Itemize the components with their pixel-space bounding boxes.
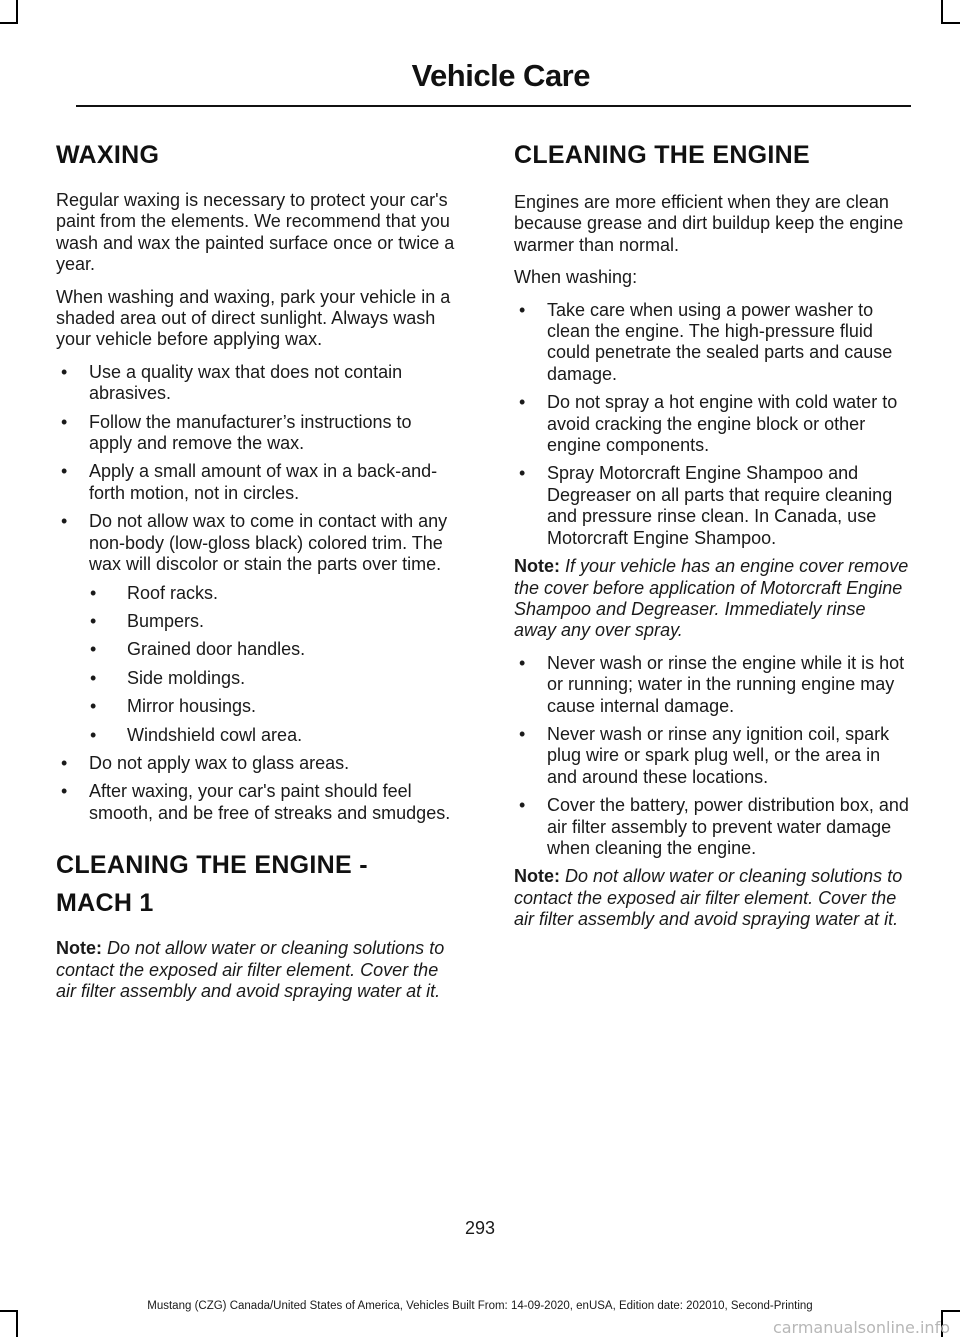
list-item: • Do not apply wax to glass areas. xyxy=(61,752,350,773)
bullet-icon: • xyxy=(519,795,526,816)
bullet-icon: • xyxy=(519,299,526,320)
note-label: Note: xyxy=(56,938,102,959)
crop-mark xyxy=(16,1310,18,1337)
list-item: • Do not allow wax to come in contact with any non-body (low-gloss black) colored trim. The wax will discolor or stain the parts over time. xyxy=(61,511,448,575)
waxing-bullet-list-2 xyxy=(56,753,458,824)
right-column xyxy=(514,140,910,931)
bullet-icon: • xyxy=(519,463,526,484)
sub-list-item: • Mirror housings. xyxy=(90,696,257,717)
watermark: carmanualsonline.info xyxy=(772,1318,950,1337)
engine-paragraph-1: Engines are more efficient when they are clean because grease and dirt buildup keep the engine warmer than normal. xyxy=(514,192,904,255)
waxing-heading: WAXING xyxy=(56,141,160,169)
list-item: • Never wash or rinse any ignition coil, spark plug wire or spark plug well, or the area in and around these locations. xyxy=(519,723,890,787)
engine-paragraph-2: When washing: xyxy=(514,267,638,288)
section-title: Vehicle Care xyxy=(411,58,590,93)
sub-list-item: • Grained door handles. xyxy=(90,639,306,660)
engine-bullet-list-2 xyxy=(514,653,910,860)
footer-edition-info: Mustang (CZG) Canada/United States of America, Vehicles Built From: 14-09-2020, enUSA, Edition date: 202010, Second-Printing xyxy=(147,1300,813,1312)
list-item: • Never wash or rinse the engine while it is hot or running; water in the running engine may cause internal damage. xyxy=(519,652,905,716)
engine-bullet-list xyxy=(514,300,910,549)
crop-mark xyxy=(0,22,18,24)
bullet-icon: • xyxy=(90,582,97,603)
list-item: • Apply a small amount of wax in a back-and-forth motion, not in circles. xyxy=(61,461,438,503)
note-text: Do not allow water or cleaning solutions to contact the exposed air filter element. Cover the air filter assembly and avoid spraying water at it. xyxy=(56,938,445,1001)
list-item: • Use a quality wax that does not contain abrasives. xyxy=(61,361,403,404)
bullet-icon: • xyxy=(61,511,68,532)
mach1-heading-line-1: CLEANING THE ENGINE - xyxy=(56,851,368,880)
list-item: • Do not spray a hot engine with cold water to avoid cracking the engine block or other engine components. xyxy=(519,392,898,456)
note-label: Note: xyxy=(514,866,560,887)
list-item: • After waxing, your car's paint should feel smooth, and be free of streaks and smudges. xyxy=(61,781,451,823)
bullet-icon: • xyxy=(90,610,97,631)
waxing-paragraph-2: When washing and waxing, park your vehicle in a shaded area out of direct sunlight. Always wash your vehicle before applying wax. xyxy=(56,286,451,350)
header-divider xyxy=(76,105,911,107)
sub-list-item: • Bumpers. xyxy=(90,610,205,631)
list-item: • Take care when using a power washer to clean the engine. The high-pressure fluid could penetrate the sealed parts and cause damage. xyxy=(519,299,893,384)
waxing-bullet-list xyxy=(56,362,458,576)
list-item: • Follow the manufacturer’s instructions to apply and remove the wax. xyxy=(61,411,412,454)
bullet-icon: • xyxy=(90,724,97,745)
sub-list-item: • Roof racks. xyxy=(90,582,219,603)
crop-mark xyxy=(941,22,960,24)
bullet-icon: • xyxy=(519,723,526,744)
sub-list-item: • Side moldings. xyxy=(90,667,246,688)
mach1-note xyxy=(56,938,458,1002)
list-item: • Spray Motorcraft Engine Shampoo and Degreaser on all parts that require cleaning and pressure rinse clean. In Canada, use Motorcraft Engine Shampoo. xyxy=(519,463,893,548)
sub-list-item: • Windshield cowl area. xyxy=(90,724,303,745)
engine-note-2 xyxy=(514,866,910,930)
bullet-icon: • xyxy=(90,696,97,717)
note-label: Note: xyxy=(514,556,560,577)
note-text: Do not allow water or cleaning solutions to contact the exposed air filter element. Cover the air filter assembly and avoid spraying water at it. xyxy=(514,866,903,930)
bullet-icon: • xyxy=(61,361,68,382)
crop-mark xyxy=(941,0,943,22)
bullet-icon: • xyxy=(519,392,526,413)
list-item: • Cover the battery, power distribution box, and air filter assembly to prevent water damage when cleaning the engine. xyxy=(519,795,909,858)
bullet-icon: • xyxy=(90,667,97,688)
crop-mark xyxy=(16,0,18,22)
trim-sub-list xyxy=(56,583,458,746)
cleaning-engine-heading: CLEANING THE ENGINE xyxy=(514,141,810,169)
note-text: If your vehicle has an engine cover remove the cover before application of Motorcraft Engine Shampoo and Degreaser. Immediately rinse away any over spray. xyxy=(514,556,909,641)
waxing-paragraph-1: Regular waxing is necessary to protect your car's paint from the elements. We recommend that you wash and wax the painted surface once or twice a year. xyxy=(56,190,455,275)
mach1-heading-line-2: MACH 1 xyxy=(56,889,154,918)
bullet-icon: • xyxy=(61,781,68,802)
bullet-icon: • xyxy=(519,652,526,673)
bullet-icon: • xyxy=(61,461,68,482)
engine-note-1 xyxy=(514,556,910,642)
left-column xyxy=(56,140,458,1002)
bullet-icon: • xyxy=(90,639,97,660)
bullet-icon: • xyxy=(61,411,68,432)
page-number: 293 xyxy=(464,1218,496,1238)
bullet-icon: • xyxy=(61,752,68,773)
